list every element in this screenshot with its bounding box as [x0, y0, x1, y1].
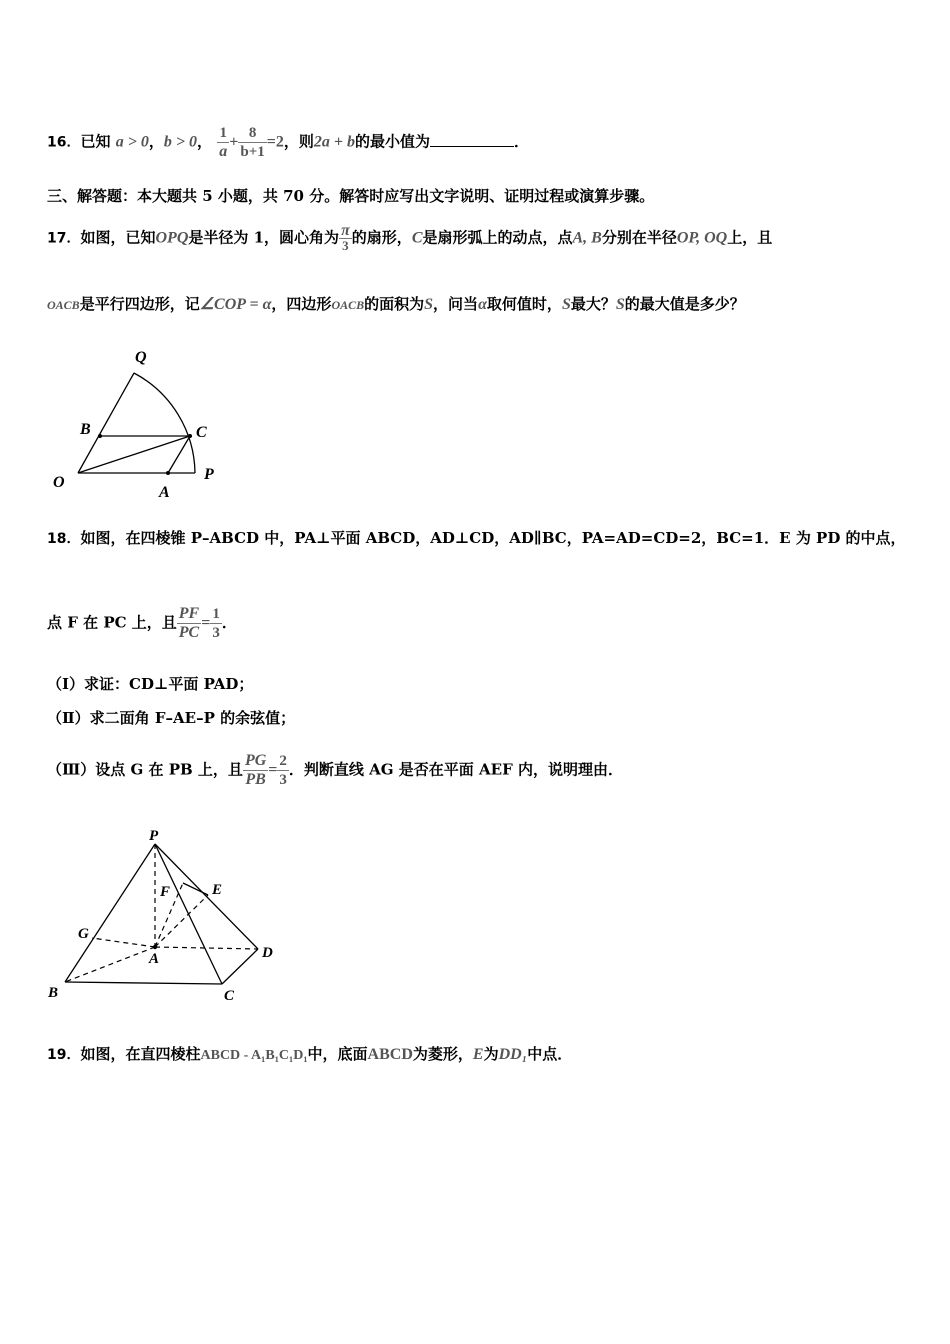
q17-line-2: OACB是平行四边形，记∠COP = α，四边形OACB的面积为S，问当α取何值时，S最大？S的最大值是多少？: [47, 295, 745, 313]
q18-fraction-pf-pc: $\frac{PF}{PC}$: [178, 605, 200, 641]
label-P: P: [204, 466, 214, 483]
label-E: E: [212, 882, 223, 898]
q18-number: 18．: [47, 531, 81, 547]
label-B: B: [48, 985, 59, 1001]
answer-blank: [430, 132, 514, 147]
label-C: C: [196, 424, 207, 441]
q18-part-3: （Ⅲ）设点 G 在 PB 上，且 $\frac{PG}{PB}$ = $\frac{2}{3}$ ．判断直线 AG 是否在平面 AEF 内，说明理由．: [47, 752, 623, 788]
q16-math-expr: 2a + b: [313, 133, 356, 151]
q16-number: 16．: [47, 134, 81, 151]
label-G: G: [78, 926, 89, 942]
label-A: A: [159, 484, 170, 501]
q16-line: 16．已知 a > 0，b > 0， $\frac{1}{a}$ + $\frac{8}{b+1}$ =2，则2a + b的最小值为 ．: [47, 125, 530, 160]
label-C: C: [224, 988, 235, 1004]
q18-part-2: （Ⅱ）求二面角 F–AE–P 的余弦值；: [47, 709, 296, 727]
section-3-heading: 三、解答题：本大题共 5 小题，共 70 分。解答时应写出文字说明、证明过程或演算步骤。: [47, 187, 655, 205]
q18-part-1: （Ⅰ）求证：CD⊥平面 PAD；: [47, 675, 254, 693]
label-D: D: [262, 945, 273, 961]
label-P: P: [149, 828, 159, 844]
label-Q: Q: [135, 349, 147, 366]
label-B: B: [80, 421, 91, 438]
q18-line-2: 点 F 在 PC 上，且 $\frac{PF}{PC}$ = $\frac{1}{3}$ ．: [47, 605, 237, 641]
q17-number: 17．: [47, 230, 81, 247]
q16-fraction-1: $\frac{1}{a}$: [219, 125, 228, 160]
q17-sector-figure: [45, 340, 235, 505]
q19-number: 19．: [47, 1047, 81, 1063]
q16-math-a: a > 0: [115, 133, 149, 151]
q18-pyramid-figure: [40, 820, 300, 1015]
q17-line-1: 17．如图，已知OPQ是半径为 1，圆心角为 $\frac{\pi}{3}$ 的扇形，C是扇形弧上的动点，点A, B分别在半径OP, OQ上，且: [47, 222, 773, 253]
q16-fraction-2: $\frac{8}{b+1}$: [240, 125, 265, 160]
q18-line-1: 18．如图，在四棱锥 P–ABCD 中，PA⊥平面 ABCD，AD⊥CD，AD∥BC，PA=AD=CD=2，BC=1．E 为 PD 的中点，: [47, 529, 906, 547]
q16-math-b: b > 0: [163, 133, 197, 151]
label-O: O: [53, 474, 65, 491]
q17-fraction: $\frac{\pi}{3}$: [341, 222, 350, 253]
label-A: A: [149, 951, 160, 967]
q19-line: 19．如图，在直四棱柱ABCD - A₁B₁C₁D₁中，底面ABCD为菱形，E为DD₁中点．: [47, 1045, 573, 1063]
q18-fraction-pg-pb: $\frac{PG}{PB}$: [244, 752, 267, 788]
label-F: F: [160, 884, 171, 900]
